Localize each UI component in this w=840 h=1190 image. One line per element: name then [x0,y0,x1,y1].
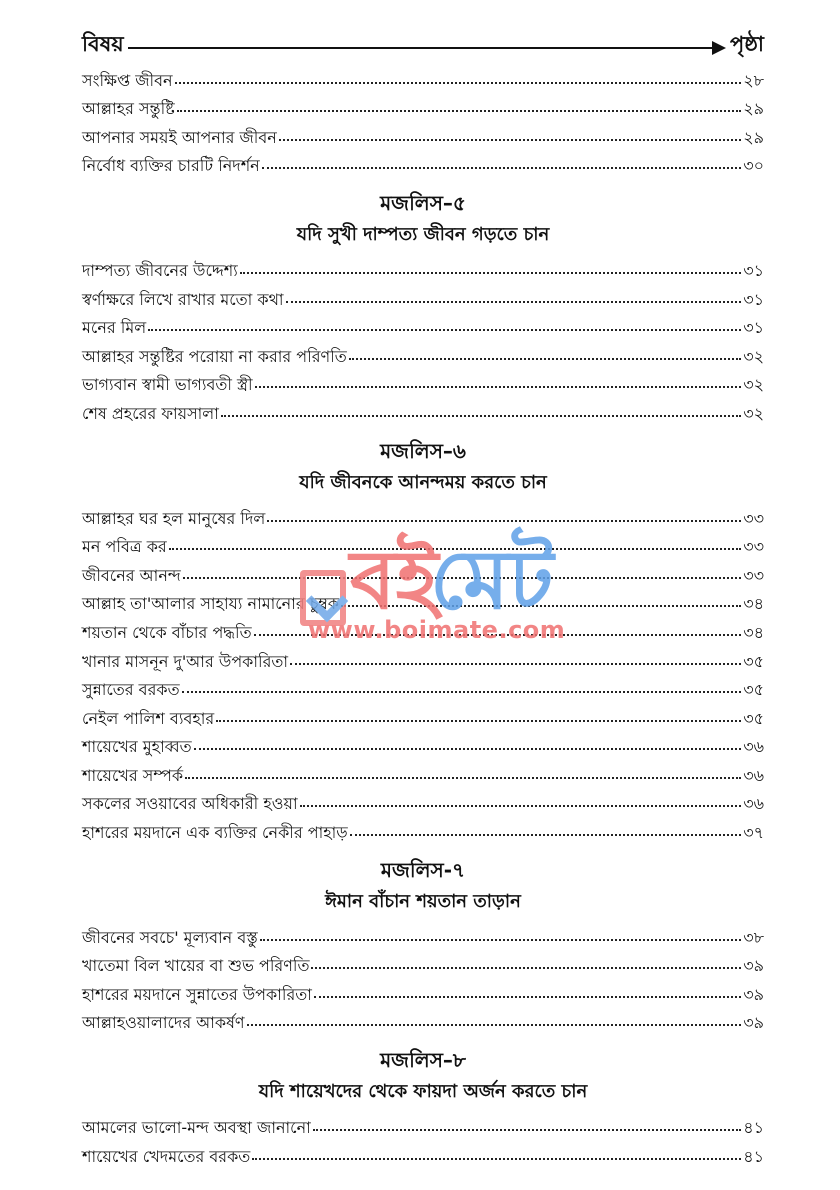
watermark-part1: বই [350,533,439,628]
toc-entry [82,917,764,946]
entry-page: ২৮ [743,70,764,90]
toc-entry [82,1136,764,1165]
entry-title: সুন্নাতের বরকত [82,680,180,700]
toc-entry [82,584,764,613]
dot-leader [185,777,741,779]
toc-entry [82,555,764,584]
entry-page: ৪১ [743,1146,764,1166]
toc-entry [82,946,764,975]
section-title: মজলিস-৭ [380,858,466,883]
entry-page: ৩১ [743,289,764,309]
entry-page: ৩৭ [743,823,764,843]
dot-leader [177,110,741,112]
entry-page: ৪১ [743,1118,764,1138]
toc-section [82,186,764,422]
section-title: মজলিস–৫ [380,191,466,216]
entry-page: ৩৫ [743,708,764,728]
toc-entry [82,755,764,784]
toc-entry [82,498,764,527]
entry-title: আল্লাহর সন্তুষ্টির পরোয়া না করার পরিণতি [82,346,347,366]
section-subtitle: যদি শায়েখদের থেকে ফায়দা অর্জন করতে চান [258,1081,588,1103]
entry-title: আল্লাহর ঘর হল মানুষের দিল [82,508,266,528]
toc-entry [82,60,764,89]
dot-leader [194,748,742,750]
dot-leader [290,663,741,665]
section-title: মজলিস–৬ [380,438,466,463]
toc-entry [82,365,764,394]
entry-page: ৩৫ [743,680,764,700]
sections [82,186,764,1164]
entry-title: শায়েখের খেদমতের বরকত [82,1146,251,1166]
entry-title: নির্বোধ ব্যক্তির চারটি নিদর্শন [82,156,260,176]
entry-page: ৩৮ [743,927,764,947]
toc-entry [82,612,764,641]
toc-entry [82,146,764,175]
toc-entry [82,784,764,813]
entry-page: ৩২ [743,346,764,366]
dot-leader [349,358,741,360]
entry-title: আল্লাহর সন্তুষ্টি [82,99,175,119]
entry-page: ৩৫ [743,651,764,671]
dot-leader [350,834,741,836]
toc-entry [82,393,764,422]
arrow-right-icon [128,47,724,49]
entry-page: ২৯ [743,99,764,119]
entry-title: সংক্ষিপ্ত জীবন [82,70,173,90]
toc-entry [82,279,764,308]
dot-leader [252,1158,741,1160]
entry-title: ভাগ্যবান স্বামী ভাগ্যবতী স্ত্রী [82,375,253,395]
dot-leader [262,167,741,169]
entry-title: মনের মিল [82,318,147,338]
toc-entry [82,89,764,118]
entry-page: ৩৩ [743,565,764,585]
entry-title: শেষ প্রহরের ফায়সালা [82,403,219,423]
entry-page: ৩২ [743,375,764,395]
entry-page: ৩৯ [743,984,764,1004]
dot-leader [260,939,741,941]
entry-page: ৩৬ [743,765,764,785]
entry-title: শয়তান থেকে বাঁচার পদ্ধতি [82,622,252,642]
toc-entry [82,698,764,727]
entry-title: হাশরের ময়দানে সুন্নাতের উপকারিতা [82,984,312,1004]
section-subtitle: যদি সুখী দাম্পত্য জীবন গড়তে চান [296,224,550,246]
dot-leader [240,272,741,274]
dot-leader [221,415,741,417]
entry-page: ৩৩ [743,508,764,528]
entry-page: ২৯ [743,127,764,147]
entry-page: ৩৯ [743,1013,764,1033]
section-subtitle: যদি জীবনকে আনন্দময় করতে চান [299,471,547,493]
watermark-url: www.boimate.com [308,616,566,644]
dot-leader [300,805,742,807]
entry-title: শায়েখের মুহাব্বত [82,737,192,757]
entry-page: ৩৯ [743,956,764,976]
dot-leader [175,82,742,84]
toc-entry [82,250,764,279]
dot-leader [169,548,741,550]
subject-heading: বিষয় [82,31,124,56]
entry-title: খাতেমা বিল খায়ের বা শুভ পরিণতি [82,956,310,976]
entry-title: হাশরের ময়দানে এক ব্যক্তির নেকীর পাহাড় [82,823,348,843]
dot-leader [267,520,741,522]
dot-leader [183,577,741,579]
dot-leader [311,967,741,969]
entry-page: ৩১ [743,260,764,280]
entry-page: ৩৬ [743,737,764,757]
entry-title: আল্লাহওয়ালাদের আকর্ষণ [82,1013,245,1033]
dot-leader [254,634,742,636]
section-subtitle: ঈমান বাঁচান শয়তান তাড়ান [325,891,521,913]
dot-leader [255,386,742,388]
toc-entry [82,117,764,146]
intro-entries [82,60,764,174]
toc-entry [82,336,764,365]
dot-leader [216,720,741,722]
entry-title: মন পবিত্র কর [82,537,167,557]
entry-title: আল্লাহ তা'আলার সাহায্য নামানোর চুম্বক [82,594,340,614]
entry-title: শায়েখের সম্পর্ক [82,765,184,785]
toc-entry [82,812,764,841]
entry-page: ৩০ [743,156,764,176]
entry-title: দাম্পত্য জীবনের উদ্দেশ্য [82,260,238,280]
entry-title: আমলের ভালো-মন্দ অবস্থা জানানো [82,1118,311,1138]
toc-section [82,853,764,1031]
entry-title: সকলের সওয়াবের অধিকারী হওয়া [82,794,298,814]
entry-title: খানার মাসনূন দু'আর উপকারিতা [82,651,289,671]
dot-leader [279,139,741,141]
toc-section [82,1043,764,1164]
entry-page: ৩৩ [743,537,764,557]
toc-entry [82,1107,764,1136]
toc-entry [82,308,764,337]
entry-page: ৩২ [743,403,764,423]
entry-page: ৩১ [743,318,764,338]
entry-title: জীবনের আনন্দ [82,565,181,585]
dot-leader [247,1024,742,1026]
entry-page: ৩৪ [743,622,764,642]
toc-entry [82,527,764,556]
toc-entry [82,670,764,699]
entry-title: আপনার সময়ই আপনার জীবন [82,127,277,147]
toc-header [82,30,764,60]
page-heading: পৃষ্ঠা [729,31,764,56]
entry-title: স্বর্ণাক্ষরে লিখে রাখার মতো কথা [82,289,284,309]
dot-leader [148,329,741,331]
watermark-part2: মেট [430,533,554,628]
dot-leader [341,605,741,607]
dot-leader [313,1129,741,1131]
dot-leader [286,301,742,303]
toc-entry [82,1003,764,1032]
entry-page: ৩৬ [743,794,764,814]
toc-entry [82,974,764,1003]
entry-title: জীবনের সবচে' মূল্যবান বস্তু [82,927,258,947]
toc-entry [82,641,764,670]
dot-leader [314,996,741,998]
table-of-contents [82,30,764,1165]
toc-entry [82,727,764,756]
entry-title: নেইল পালিশ ব্যবহার [82,708,215,728]
section-title: মজলিস–৮ [380,1048,466,1073]
entry-page: ৩৪ [743,594,764,614]
dot-leader [182,691,742,693]
toc-section [82,434,764,841]
